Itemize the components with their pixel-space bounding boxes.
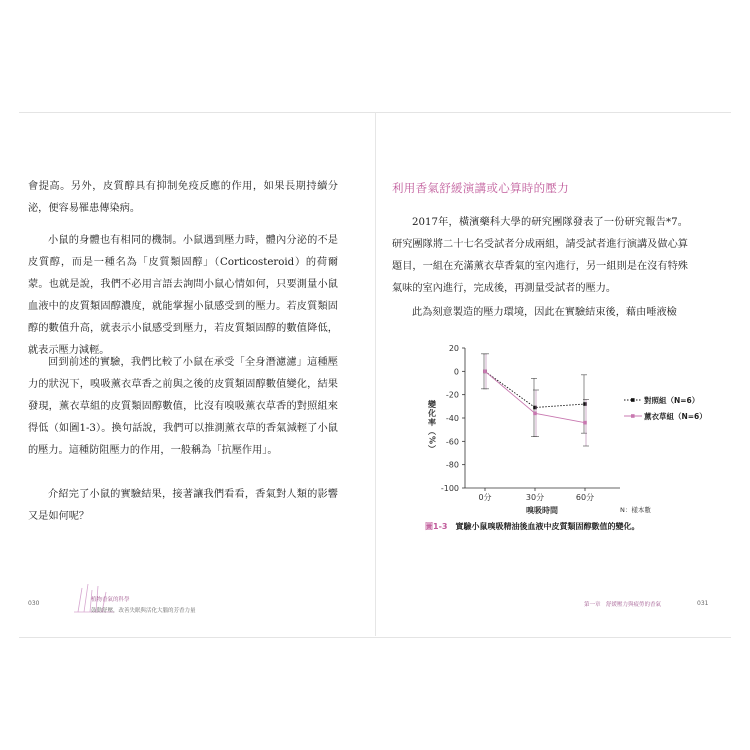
left-footer-title: 植物香氣的科學 xyxy=(91,597,130,603)
legend-marker-0 xyxy=(631,398,635,402)
sample-size-note: N：樣本數 xyxy=(620,506,651,514)
y-tick-label: 20 xyxy=(448,344,459,353)
cortisol-line-chart xyxy=(420,340,710,515)
series-line-0 xyxy=(485,371,585,407)
legend-label-0: 對照組（N=6） xyxy=(644,396,700,405)
chart-axes xyxy=(428,344,621,515)
y-tick-label: -80 xyxy=(445,460,459,470)
x-axis-label: 嗅吸時間 xyxy=(526,506,558,515)
book-gutter xyxy=(375,112,376,636)
section-heading: 利用香氣舒緩演講或心算時的壓力 xyxy=(392,181,569,195)
y-tick-label: -40 xyxy=(445,414,459,423)
data-point xyxy=(583,421,587,425)
left-footer-subtitle: 鼓動舒壓，改善失眠與活化大腦的芳香力量 xyxy=(91,608,196,614)
left-paragraph-2: 小鼠的身體也有相同的機制。小鼠遇到壓力時，體內分泌的不是皮質醇，而是一種名為「皮質類固醇」（Corticosteroid）的荷爾蒙。也就是說，我們不必用言語去詢問小鼠心情如何，只要測量小鼠血液中的皮質類固醇濃度，就能掌握小鼠感受到的壓力。若皮質類固醇的數值升高，就表示小鼠感受到壓力，若皮質類固醇的數值降低，就表示壓力減輕。 xyxy=(28,235,338,356)
legend-label-1: 薰衣草組（N=6） xyxy=(644,412,707,421)
right-folio: 031 xyxy=(697,600,709,607)
right-paragraph-2: 此為刻意製造的壓力環境，因此在實驗結束後，藉由唾液檢 xyxy=(412,307,677,318)
y-tick-label: 0 xyxy=(453,367,459,377)
data-point xyxy=(483,370,487,374)
left-paragraph-1: 會提高。另外，皮質醇具有抑制免疫反應的作用，如果長期持續分泌，便容易罹患傳染病。 xyxy=(28,181,338,214)
y-axis-label: 變化率（%） xyxy=(427,400,437,455)
legend-marker-1 xyxy=(631,414,635,418)
left-paragraph-4: 介紹完了小鼠的實驗結果，接著讓我們看看，香氣對人類的影響又是如何呢？ xyxy=(28,489,338,522)
figure-number: 圖1-3 xyxy=(425,522,448,531)
x-tick-label: 0分 xyxy=(478,493,492,502)
y-tick-label: -20 xyxy=(445,390,459,400)
x-tick-label: 30分 xyxy=(525,493,545,502)
chart-series xyxy=(481,354,589,446)
figure-caption xyxy=(425,521,639,532)
left-page xyxy=(28,112,360,636)
right-paragraph-1: 2017年，橫濱藥科大學的研究團隊發表了一份研究報告*7。研究團隊將二十七名受試者分成兩組，請受試者進行演講及做心算題目，一組在充滿薰衣草香氣的室內進行，另一組則是在沒有特殊氣味的室內進行，完成後，再測量受試者的壓力。 xyxy=(392,217,688,294)
chart-legend xyxy=(624,395,707,421)
y-tick-label: -100 xyxy=(440,484,459,493)
left-paragraph-3: 回到前述的實驗，我們比較了小鼠在承受「全身潛濾濾」這種壓力的狀況下，嗅吸薰衣草香之前與之後的皮質類固醇數值變化，結果發現，薰衣草組的皮質類固醇數值，比沒有嗅吸薰衣草香的對照組來得低（如圖1-3）。換句話說，我們可以推測薰衣草的香氣減輕了小鼠的壓力。這種防阻壓力的作用，一般稱為「抗壓作用」。 xyxy=(28,357,338,456)
left-folio: 030 xyxy=(28,600,40,607)
figure-caption-text: 實驗小鼠嗅吸精油後血液中皮質類固醇數值的變化。 xyxy=(455,522,640,531)
right-footer-chapter: 第一章 舒緩壓力與疲勞的香氣 xyxy=(584,602,662,608)
y-tick-label: -60 xyxy=(445,437,459,447)
data-point xyxy=(533,412,537,416)
x-tick-label: 60分 xyxy=(575,493,595,502)
